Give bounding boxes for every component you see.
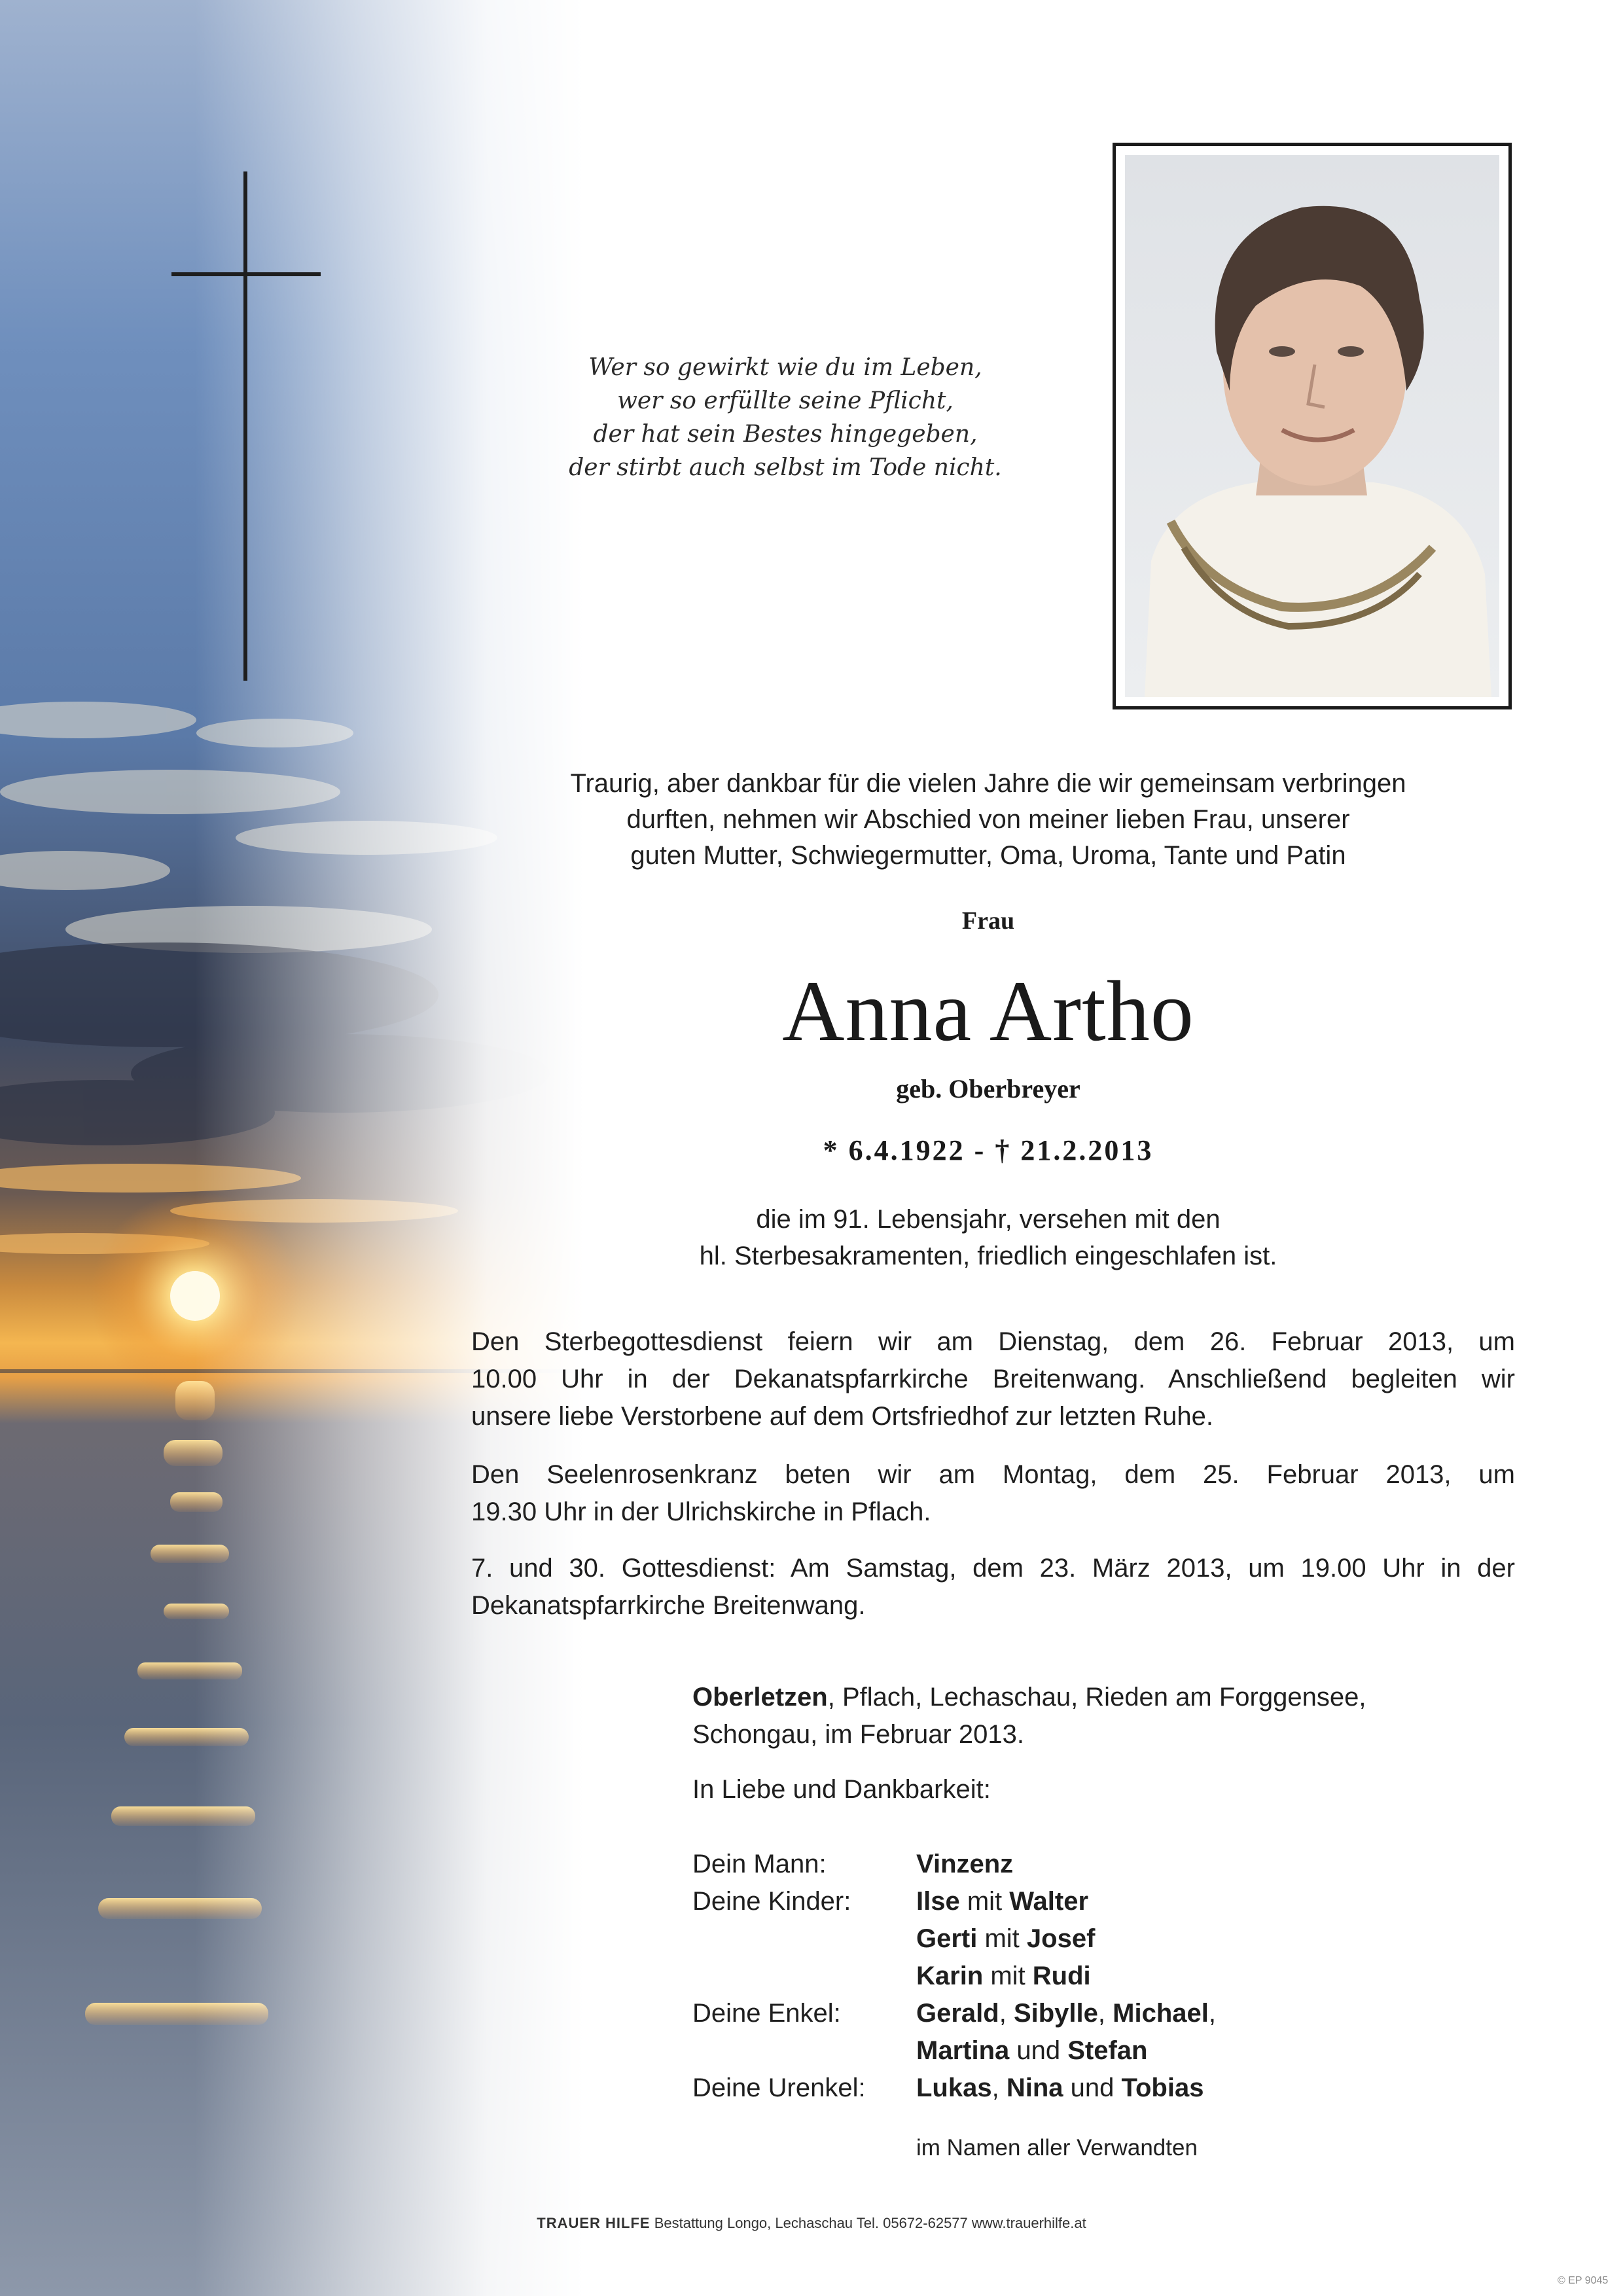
family-row-grandchildren xyxy=(692,1995,1216,2032)
relatives-note: im Namen aller Verwandten xyxy=(916,2135,1198,2161)
memorial-mass-paragraph xyxy=(471,1550,1515,1624)
paragraph-line: Dekanatspfarrkirche Breitenwang. xyxy=(471,1591,866,1620)
family-joiner: , xyxy=(991,2073,1007,2102)
maiden-name: geb. Oberbreyer xyxy=(896,1074,1080,1103)
footer-brand: TRAUER HILFE xyxy=(537,2215,651,2231)
paragraph-line: 19.30 Uhr in der Ulrichskirche in Pflach. xyxy=(471,1498,931,1526)
love-line: In Liebe und Dankbarkeit: xyxy=(692,1775,991,1804)
family-name: Rudi xyxy=(1032,1962,1091,1990)
place-town: Oberletzen xyxy=(692,1683,828,1712)
family-name: Lukas xyxy=(916,2073,992,2102)
family-joiner: , xyxy=(1097,1999,1113,2028)
family-row-great-grandchildren xyxy=(692,2070,1216,2107)
cross-icon-bar xyxy=(171,272,321,276)
family-label: Deine Urenkel: xyxy=(692,2073,866,2102)
family-label: Deine Kinder: xyxy=(692,1887,851,1916)
poem xyxy=(524,351,1047,484)
intro-line: Traurig, aber dankbar für die vielen Jahre die wir gemeinsam verbringen xyxy=(570,769,1406,798)
life-dates: * 6.4.1922 - † 21.2.2013 xyxy=(823,1134,1154,1166)
poem-line: der stirbt auch selbst im Tode nicht. xyxy=(569,454,1002,481)
funeral-service-paragraph xyxy=(471,1323,1515,1435)
paragraph-line: 10.00 Uhr in der Dekanatspfarrkirche Breitenwang. Anschließend begleiten wir xyxy=(471,1365,1515,1393)
paragraph-line: unsere liebe Verstorbene auf dem Ortsfriedhof zur letzten Ruhe. xyxy=(471,1402,1213,1431)
age-text xyxy=(563,1201,1414,1274)
paragraph-line: Den Seelenrosenkranz beten wir am Montag, dem 25. Februar 2013, um xyxy=(471,1460,1515,1489)
family-joiner: und xyxy=(1009,2036,1068,2065)
family-name: Tobias xyxy=(1121,2073,1204,2102)
poem-line: Wer so gewirkt wie du im Leben, xyxy=(588,354,982,381)
family-joiner: mit xyxy=(983,1962,1033,1990)
intro-line: durften, nehmen wir Abschied von meiner lieben Frau, unserer xyxy=(626,805,1350,834)
product-code: © EP 9045 xyxy=(1558,2275,1609,2286)
age-line: die im 91. Lebensjahr, versehen mit den xyxy=(756,1205,1221,1234)
family-name: Karin xyxy=(916,1962,984,1990)
rosary-paragraph xyxy=(471,1456,1515,1531)
family-list xyxy=(692,1846,1216,2107)
family-name: Josef xyxy=(1026,1924,1096,1953)
cross-icon xyxy=(243,171,247,681)
family-name: Stefan xyxy=(1067,2036,1148,2065)
intro-text xyxy=(497,766,1479,874)
paragraph-line: 7. und 30. Gottesdienst: Am Samstag, dem 23. März 2013, um 19.00 Uhr in der xyxy=(471,1554,1515,1583)
family-joiner: , xyxy=(999,1999,1014,2028)
deceased-name: Anna Artho xyxy=(782,963,1194,1059)
family-joiner: und xyxy=(1063,2073,1122,2102)
family-name: Nina xyxy=(1006,2073,1063,2102)
paragraph-line: Den Sterbegottesdienst feiern wir am Dienstag, dem 26. Februar 2013, um xyxy=(471,1327,1515,1356)
place-date xyxy=(692,1679,1543,1753)
footer xyxy=(0,2215,1623,2232)
family-name: Sibylle xyxy=(1013,1999,1098,2028)
family-joiner: mit xyxy=(977,1924,1027,1953)
footer-text: Bestattung Longo, Lechaschau Tel. 05672-62577 www.trauerhilfe.at xyxy=(650,2215,1086,2231)
family-label: Deine Enkel: xyxy=(692,1999,841,2028)
portrait-frame xyxy=(1113,143,1512,709)
family-row-children xyxy=(692,1958,1216,1995)
family-label: Dein Mann: xyxy=(692,1850,827,1878)
family-name: Vinzenz xyxy=(916,1850,1014,1878)
family-row-grandchildren xyxy=(692,2032,1216,2070)
family-row-children xyxy=(692,1883,1216,1920)
family-name: Martina xyxy=(916,2036,1010,2065)
family-joiner: , xyxy=(1208,1999,1216,2028)
age-line: hl. Sterbesakramenten, friedlich eingeschlafen ist. xyxy=(699,1242,1277,1270)
family-row-children xyxy=(692,1920,1216,1958)
salutation: Frau xyxy=(961,907,1015,935)
family-name: Ilse xyxy=(916,1887,960,1916)
portrait-photo xyxy=(1125,155,1499,697)
family-name: Gerti xyxy=(916,1924,978,1953)
place-line: Schongau, im Februar 2013. xyxy=(692,1720,1024,1749)
poem-line: wer so erfüllte seine Pflicht, xyxy=(617,387,954,414)
family-name: Michael xyxy=(1113,1999,1209,2028)
poem-line: der hat sein Bestes hingegeben, xyxy=(593,421,978,448)
family-joiner: mit xyxy=(959,1887,1010,1916)
family-name: Walter xyxy=(1009,1887,1089,1916)
intro-line: guten Mutter, Schwiegermutter, Oma, Uroma, Tante und Patin xyxy=(630,841,1346,870)
place-rest: , Pflach, Lechaschau, Rieden am Forggensee, xyxy=(827,1683,1366,1712)
family-row-husband xyxy=(692,1846,1216,1883)
family-name: Gerald xyxy=(916,1999,999,2028)
